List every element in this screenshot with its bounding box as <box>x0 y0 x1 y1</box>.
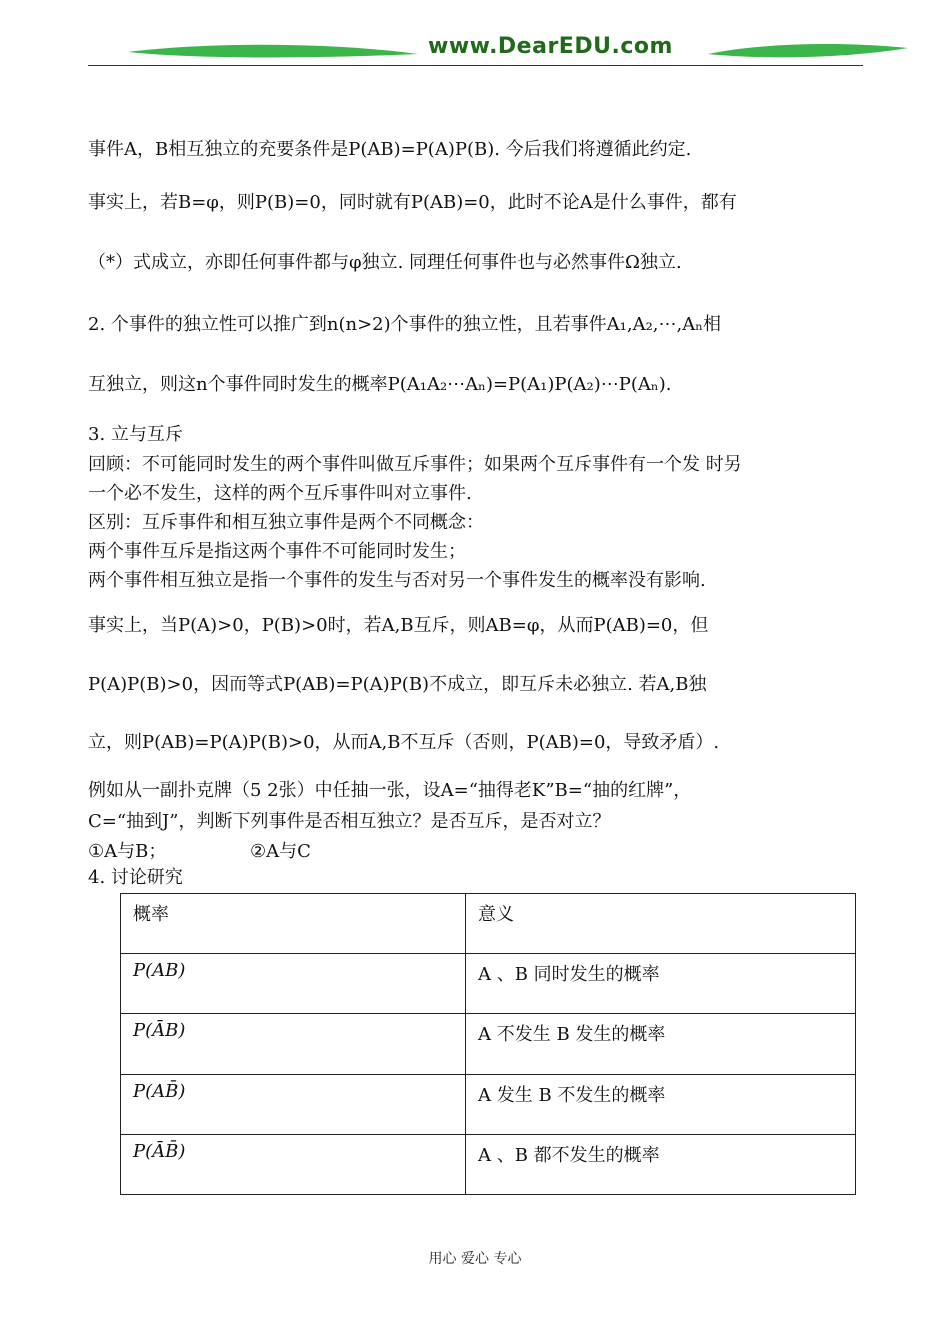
paragraph-12: 事实上，当P(A)>0，P(B)>0时，若A,B互斥，则AB=φ，从而P(AB)=0，但 <box>88 615 709 636</box>
section-4-title: 4. 讨论研究 <box>88 867 183 888</box>
paragraph-7: 回顾：不可能同时发生的两个事件叫做互斥事件；如果两个互斥事件有一个发 时另 <box>88 454 742 475</box>
paragraph-9: 区别：互斥事件和相互独立事件是两个不同概念： <box>88 512 484 533</box>
paragraph-2: 事实上，若B=φ，则P(B)=0，同时就有P(AB)=0，此时不论A是什么事件，都有 <box>88 192 737 213</box>
table-cell: A 、B 同时发生的概率 <box>466 954 856 1014</box>
paragraph-11: 两个事件相互独立是指一个事件的发生与否对另一个事件发生的概率没有影响. <box>88 570 706 591</box>
example-item-1: ①A与B； <box>88 841 167 862</box>
paragraph-13: P(A)P(B)>0，因而等式P(AB)=P(A)P(B)不成立，即互斥未必独立. 若A,B独 <box>88 674 707 695</box>
table-header-row <box>121 894 856 954</box>
section-3-title: 3. 立与互斥 <box>88 424 183 445</box>
paragraph-4: 2. 个事件的独立性可以推广到n(n>2)个事件的独立性，且若事件A₁,A₂,⋯,Aₙ相 <box>88 314 722 335</box>
probability-table <box>120 893 856 1195</box>
table-cell: P(AB̄) <box>121 1074 466 1134</box>
table-header-cell: 概率 <box>121 894 466 954</box>
green-leaf-left-icon <box>128 44 418 60</box>
table-cell: A 不发生 B 发生的概率 <box>466 1014 856 1074</box>
table-row <box>121 954 856 1014</box>
table-cell: A 、B 都不发生的概率 <box>466 1134 856 1194</box>
table-header-cell: 意义 <box>466 894 856 954</box>
paragraph-10: 两个事件互斥是指这两个事件不可能同时发生； <box>88 541 466 562</box>
table-cell: A 发生 B 不发生的概率 <box>466 1074 856 1134</box>
page-header <box>88 30 863 70</box>
page-footer: 用心 爱心 专心 <box>428 1251 522 1267</box>
table-row <box>121 1014 856 1074</box>
example-item-2: ②A与C <box>250 841 311 862</box>
paragraph-1: 事件A，B相互独立的充要条件是P(AB)=P(A)P(B). 今后我们将遵循此约定. <box>88 139 692 160</box>
paragraph-16: C=“抽到J”，判断下列事件是否相互独立？是否互斥，是否对立？ <box>88 811 611 832</box>
paragraph-14: 立，则P(AB)=P(A)P(B)>0，从而A,B不互斥（否则，P(AB)=0，导致矛盾）. <box>88 732 720 753</box>
header-divider <box>88 65 863 66</box>
table-cell: P(ĀB) <box>121 1014 466 1074</box>
paragraph-5: 互独立，则这n个事件同时发生的概率P(A₁A₂⋯Aₙ)=P(A₁)P(A₂)⋯P(Aₙ). <box>88 374 672 395</box>
green-leaf-right-icon <box>708 44 908 60</box>
site-logo[interactable]: www.DearEDU.com <box>428 34 673 59</box>
table-row <box>121 1134 856 1194</box>
table-cell: P(AB) <box>121 954 466 1014</box>
paragraph-3: （*）式成立，亦即任何事件都与φ独立. 同理任何事件也与必然事件Ω独立. <box>88 252 682 273</box>
paragraph-8: 一个必不发生，这样的两个互斥事件叫对立事件. <box>88 483 472 504</box>
table-cell: P(ĀB̄) <box>121 1134 466 1194</box>
table-row <box>121 1074 856 1134</box>
paragraph-15: 例如从一副扑克牌（5 2张）中任抽一张，设A=“抽得老K”B=“抽的红牌”， <box>88 780 692 801</box>
